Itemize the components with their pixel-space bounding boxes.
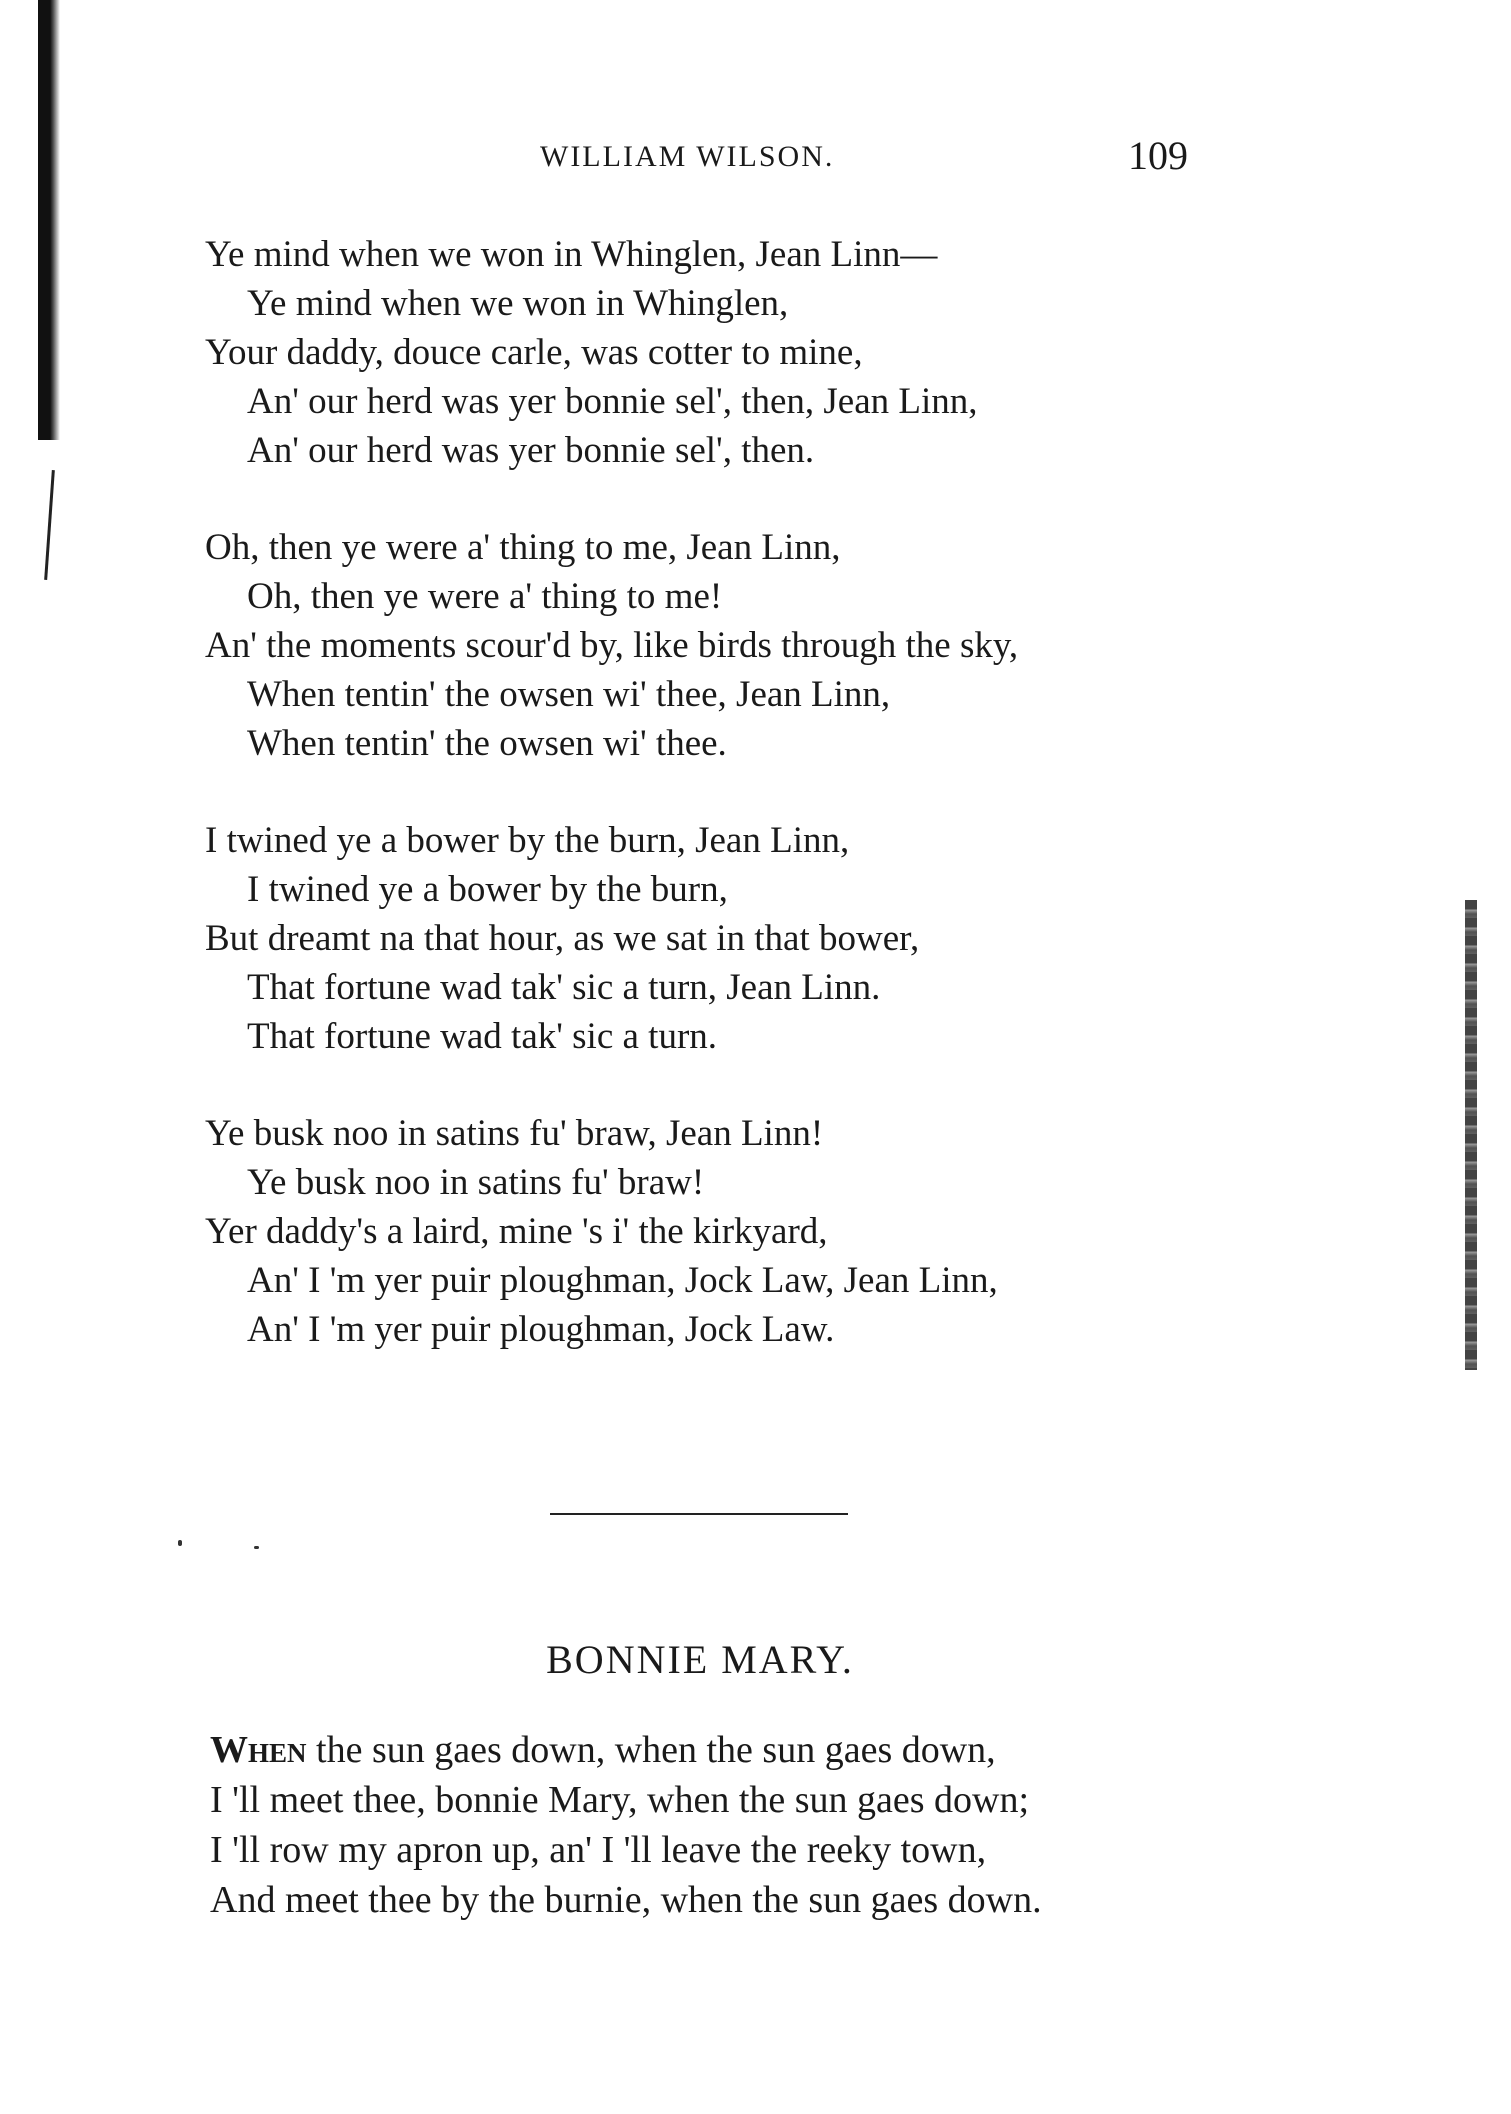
stanza-3 (205, 816, 1305, 1061)
verse-line: Oh, then ye were a' thing to me! (247, 576, 723, 617)
scan-edge-shadow-left (38, 0, 60, 440)
verse-line: Ye busk noo in satins fu' braw! (247, 1162, 705, 1203)
scan-edge-line-left (44, 470, 55, 580)
verse-line: Ye mind when we won in Whinglen, Jean Linn— (205, 234, 938, 275)
verse-line: An' our herd was yer bonnie sel', then. (247, 430, 815, 471)
running-head: WILLIAM WILSON. (540, 140, 835, 173)
verse-line: I 'll row my apron up, an' I 'll leave the reeky town, (210, 1829, 987, 1871)
verse-line: Yer daddy's a laird, mine 's i' the kirkyard, (205, 1211, 828, 1252)
verse-line: An' the moments scour'd by, like birds through the sky, (205, 625, 1019, 666)
ink-speck (178, 1540, 182, 1546)
verse-line: An' our herd was yer bonnie sel', then, Jean Linn, (247, 381, 978, 422)
page-number: 109 (1128, 133, 1188, 178)
verse-line: And meet thee by the burnie, when the sun gaes down. (210, 1879, 1042, 1921)
section-divider (550, 1513, 848, 1515)
verse-line: When tentin' the owsen wi' thee, Jean Linn, (247, 674, 891, 715)
verse-line: Ye busk noo in satins fu' braw, Jean Linn! (205, 1113, 824, 1154)
ink-speck (254, 1546, 259, 1549)
verse-line: Ye mind when we won in Whinglen, (247, 283, 789, 324)
verse-line: Oh, then ye were a' thing to me, Jean Linn, (205, 527, 841, 568)
verse-line: An' I 'm yer puir ploughman, Jock Law, Jean Linn, (247, 1260, 998, 1301)
verse-line: Your daddy, douce carle, was cotter to mine, (205, 332, 863, 373)
section-title-text: BONNIE MARY. (546, 1637, 854, 1682)
poem-bonnie-mary (210, 1725, 1360, 1925)
scan-edge-shadow-right (1465, 900, 1477, 1370)
verse-line (210, 1725, 1360, 1775)
section-title (0, 1636, 1400, 1683)
verse-line: I 'll meet thee, bonnie Mary, when the sun gaes down; (210, 1779, 1030, 1821)
page-header (0, 132, 1511, 178)
verse-line: When tentin' the owsen wi' thee. (247, 723, 727, 764)
verse-line-rest: the sun gaes down, when the sun gaes down, (306, 1729, 996, 1771)
verse-line: That fortune wad tak' sic a turn, Jean Linn. (247, 967, 881, 1008)
drop-word: When (210, 1729, 307, 1771)
poem-jean-linn (205, 230, 1305, 1402)
verse-line: But dreamt na that hour, as we sat in that bower, (205, 918, 920, 959)
stanza-1 (205, 230, 1305, 475)
verse-line: That fortune wad tak' sic a turn. (247, 1016, 718, 1057)
verse-line: I twined ye a bower by the burn, Jean Linn, (205, 820, 850, 861)
verse-line: An' I 'm yer puir ploughman, Jock Law. (247, 1309, 835, 1350)
stanza-4 (205, 1109, 1305, 1354)
verse-line: I twined ye a bower by the burn, (247, 869, 728, 910)
stanza-2 (205, 523, 1305, 768)
